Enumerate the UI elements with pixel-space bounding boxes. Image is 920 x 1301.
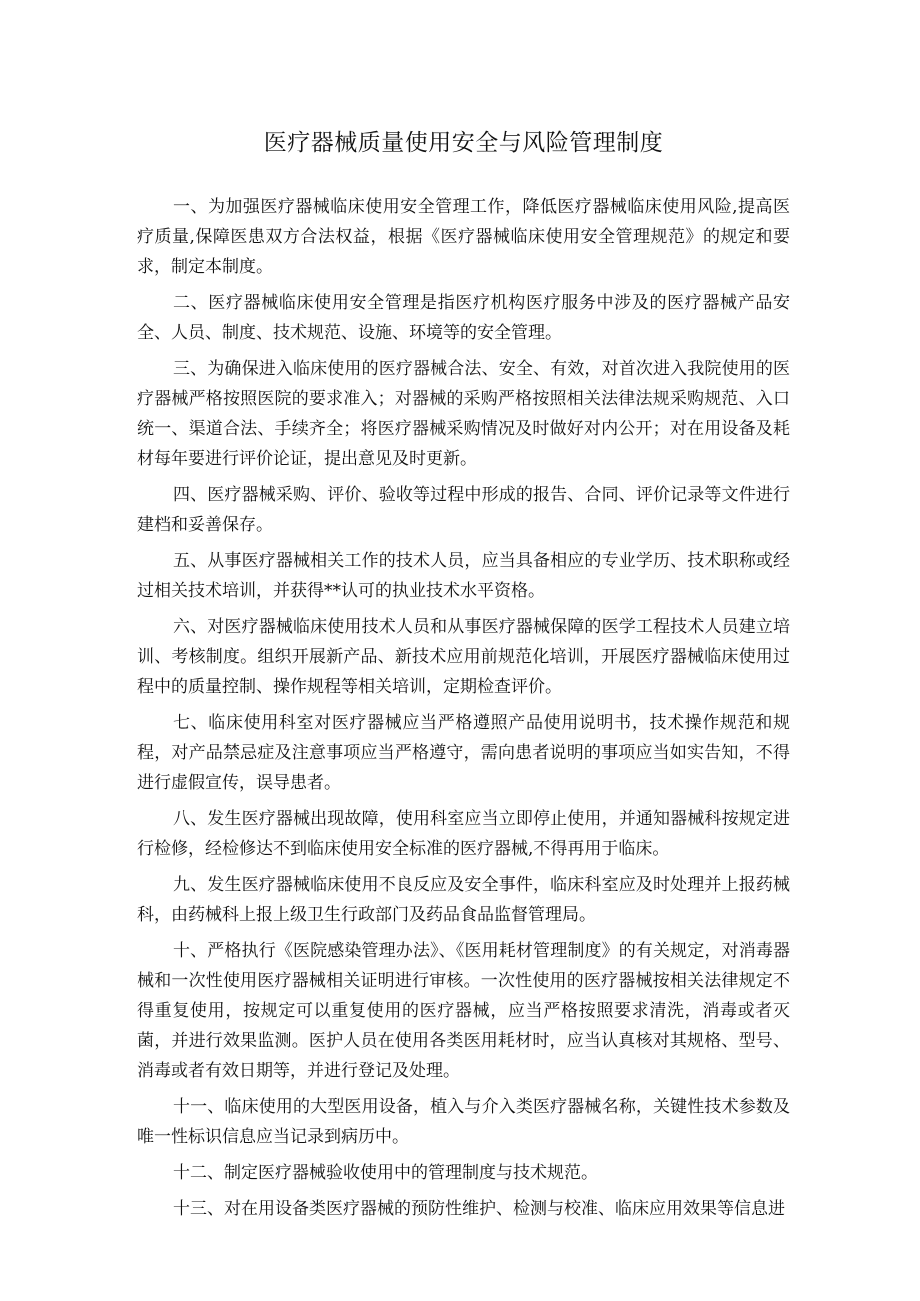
paragraph-7: 七、临床使用科室对医疗器械应当严格遵照产品使用说明书，技术操作规范和规程，对产品禁忌症及注意事项应当严格遵守，需向患者说明的事项应当如实告知，不得进行虚假宣传，误导患者。 (137, 713, 790, 793)
paragraph-12: 十二、制定医疗器械验收使用中的管理制度与技术规范。 (173, 1163, 598, 1183)
paragraph-13: 十三、对在用设备类医疗器械的预防性维护、检测与校准、临床应用效果等信息进 (173, 1199, 785, 1219)
paragraph-1: 一、为加强医疗器械临床使用安全管理工作，降低医疗器械临床使用风险,提高医疗质量,保障医患双方合法权益，根据《医疗器械临床使用安全管理规范》的规定和要求，制定本制度。 (137, 197, 790, 277)
paragraph-9: 九、发生医疗器械临床使用不良反应及安全事件，临床科室应及时处理并上报药械科，由药械科上报上级卫生行政部门及药品食品监督管理局。 (137, 875, 790, 925)
paragraph-3: 三、为确保进入临床使用的医疗器械合法、安全、有效，对首次进入我院使用的医疗器械严格按照医院的要求准入；对器械的采购严格按照相关法律法规采购规范、入口统一、渠道合法、手续齐全；将医疗器械采购情况及时做好对内公开；对在用设备及耗材每年要进行评价论证，提出意见及时更新。 (137, 359, 790, 469)
paragraph-10: 十、严格执行《医院感染管理办法》、《医用耗材管理制度》的有关规定，对消毒器械和一次性使用医疗器械相关证明进行审核。一次性使用的医疗器械按相关法律规定不得重复使用，按规定可以重复使用的医疗器械，应当严格按照要求清洗，消毒或者灭菌，并进行效果监测。医护人员在使用各类医用耗材时，应当认真核对其规格、型号、消毒或者有效日期等，并进行登记及处理。 (137, 941, 790, 1081)
paragraph-11: 十一、临床使用的大型医用设备，植入与介入类医疗器械名称，关键性技术参数及唯一性标识信息应当记录到病历中。 (137, 1097, 790, 1147)
paragraph-4: 四、医疗器械采购、评价、验收等过程中形成的报告、合同、评价记录等文件进行建档和妥善保存。 (137, 485, 790, 535)
document-title: 医疗器械质量使用安全与风险管理制度 (263, 130, 664, 156)
paragraph-8: 八、发生医疗器械出现故障，使用科室应当立即停止使用，并通知器械科按规定进行检修，经检修达不到临床使用安全标准的医疗器械,不得再用于临床。 (137, 809, 790, 859)
paragraph-2: 二、医疗器械临床使用安全管理是指医疗机构医疗服务中涉及的医疗器械产品安全、人员、制度、技术规范、设施、环境等的安全管理。 (137, 293, 790, 343)
paragraph-5: 五、从事医疗器械相关工作的技术人员，应当具备相应的专业学历、技术职称或经过相关技术培训，并获得**认可的执业技术水平资格。 (137, 551, 790, 601)
paragraph-6: 六、对医疗器械临床使用技术人员和从事医疗器械保障的医学工程技术人员建立培训、考核制度。组织开展新产品、新技术应用前规范化培训，开展医疗器械临床使用过程中的质量控制、操作规程等相关培训，定期检查评价。 (137, 617, 790, 697)
